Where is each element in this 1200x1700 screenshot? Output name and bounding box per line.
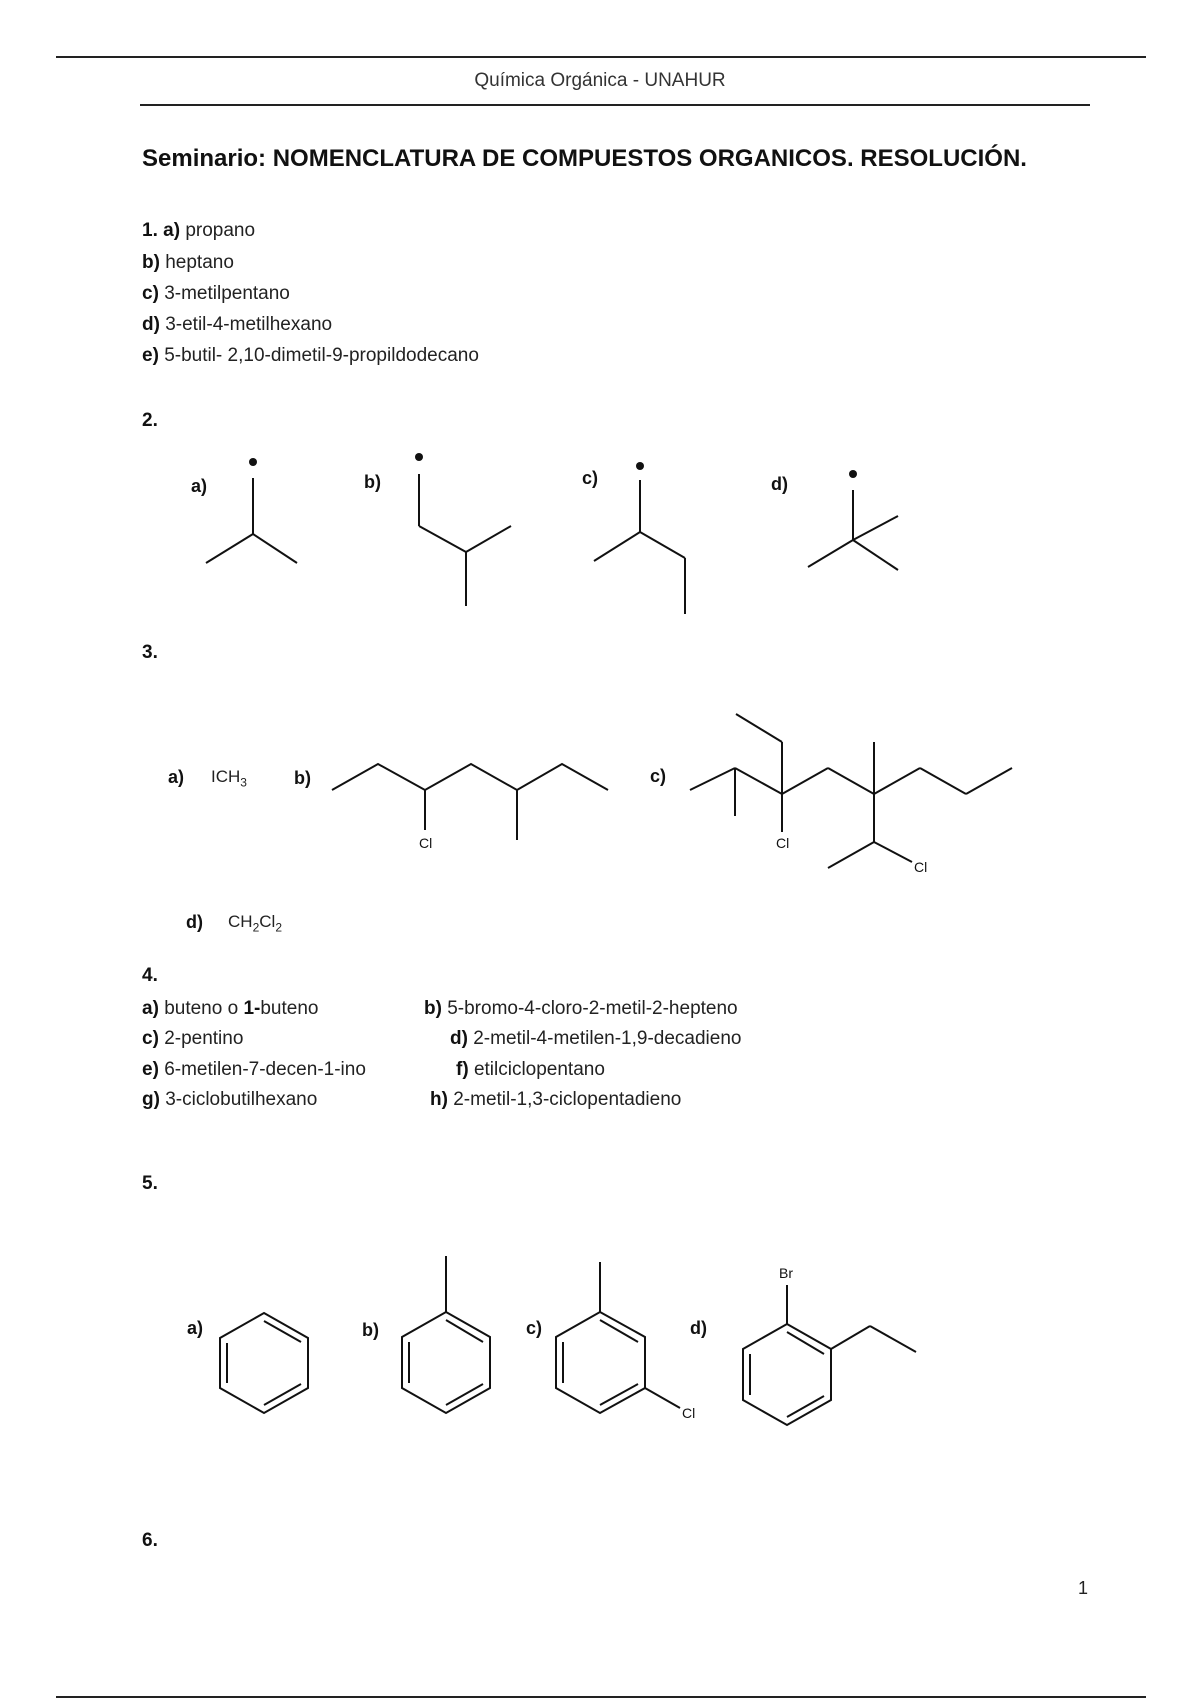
q4-g-text: 3-ciclobutilhexano [165, 1089, 318, 1110]
q1-c-text: 3-metilpentano [164, 283, 290, 304]
q3-d-formula-c: CH [228, 912, 253, 931]
q1-e-text: 5-butil- 2,10-dimetil-9-propildodecano [164, 345, 479, 366]
q4-a-text2: buteno [260, 998, 319, 1019]
q5-d-br-atom: Br [779, 1265, 793, 1281]
q1-a-label: a) [163, 220, 181, 241]
q3-number: 3. [142, 642, 158, 663]
q4-a-text1: buteno o [164, 998, 244, 1019]
q1-d-text: 3-etil-4-metilhexano [165, 314, 333, 335]
q4-c-text: 2-pentino [164, 1028, 244, 1049]
q3-a-formula-main: ICH [211, 767, 241, 786]
q4-h-text: 2-metil-1,3-ciclopentadieno [453, 1089, 682, 1110]
q5-d-label: d) [690, 1318, 707, 1338]
q3-c-cl-atom-2: Cl [914, 859, 928, 875]
q3-d-formula-c-sub: 2 [252, 920, 260, 935]
q4-a-label: a) [142, 998, 159, 1019]
page-number: 1 [1078, 1578, 1089, 1598]
q3-d-formula-cl-sub: 2 [275, 920, 282, 935]
q3-a-formula-sub: 3 [240, 775, 247, 790]
running-header: Química Orgánica - UNAHUR [474, 70, 726, 91]
q4-f-label: f) [456, 1059, 469, 1080]
q1-c-label: c) [142, 283, 159, 304]
q5-b-toluene-structure [402, 1256, 490, 1413]
q5-d-bromoethylbenzene-structure [743, 1265, 916, 1425]
q2-c-label: c) [582, 468, 599, 488]
q4-b-label: b) [424, 998, 442, 1019]
q2-number: 2. [142, 410, 158, 431]
q4-e-label: e) [142, 1059, 159, 1080]
q4-d-text: 2-metil-4-metilen-1,9-decadieno [473, 1028, 742, 1049]
q3-d-formula-cl: Cl [259, 912, 276, 931]
q4-h-label: h) [430, 1089, 448, 1110]
q3-c-cl-atom-1: Cl [776, 835, 790, 851]
q4-d-label: d) [450, 1028, 468, 1049]
q1-number: 1. [142, 220, 158, 241]
q3-a-label: a) [168, 767, 185, 787]
q1-d-label: d) [142, 314, 160, 335]
q1-a-text: propano [185, 220, 256, 241]
q6-number: 6. [142, 1530, 158, 1551]
q4-a-bold: 1- [243, 998, 261, 1019]
q5-number: 5. [142, 1173, 158, 1194]
q5-c-label: c) [526, 1318, 543, 1338]
q3-b-label: b) [294, 768, 311, 788]
q5-a-benzene-structure [220, 1313, 308, 1413]
q5-b-label: b) [362, 1320, 379, 1340]
q4-g-label: g) [142, 1089, 160, 1110]
bottom-rule [56, 1696, 1146, 1698]
q4-c-label: c) [142, 1028, 159, 1049]
q1-b-text: heptano [165, 252, 234, 273]
q4-b-text: 5-bromo-4-cloro-2-metil-2-hepteno [447, 998, 738, 1019]
q3-d-label: d) [186, 912, 203, 932]
q1-e-label: e) [142, 345, 159, 366]
q2-a-label: a) [191, 476, 208, 496]
q4-f-text: etilciclopentano [473, 1059, 605, 1080]
q2-b-label: b) [364, 472, 381, 492]
q3-b-cl-atom: Cl [419, 835, 433, 851]
q5-c-cl-atom: Cl [682, 1405, 696, 1421]
q1-b-label: b) [142, 252, 160, 273]
q2-d-label: d) [771, 474, 788, 494]
q5-a-label: a) [187, 1318, 204, 1338]
q5-c-chlorotoluene-structure [556, 1262, 695, 1421]
q4-number: 4. [142, 965, 158, 986]
q3-c-label: c) [650, 766, 667, 786]
page-title: Seminario: NOMENCLATURA DE COMPUESTOS ORGANICOS. RESOLUCIÓN. [142, 145, 1027, 172]
q4-e-text: 6-metilen-7-decen-1-ino [164, 1059, 366, 1080]
